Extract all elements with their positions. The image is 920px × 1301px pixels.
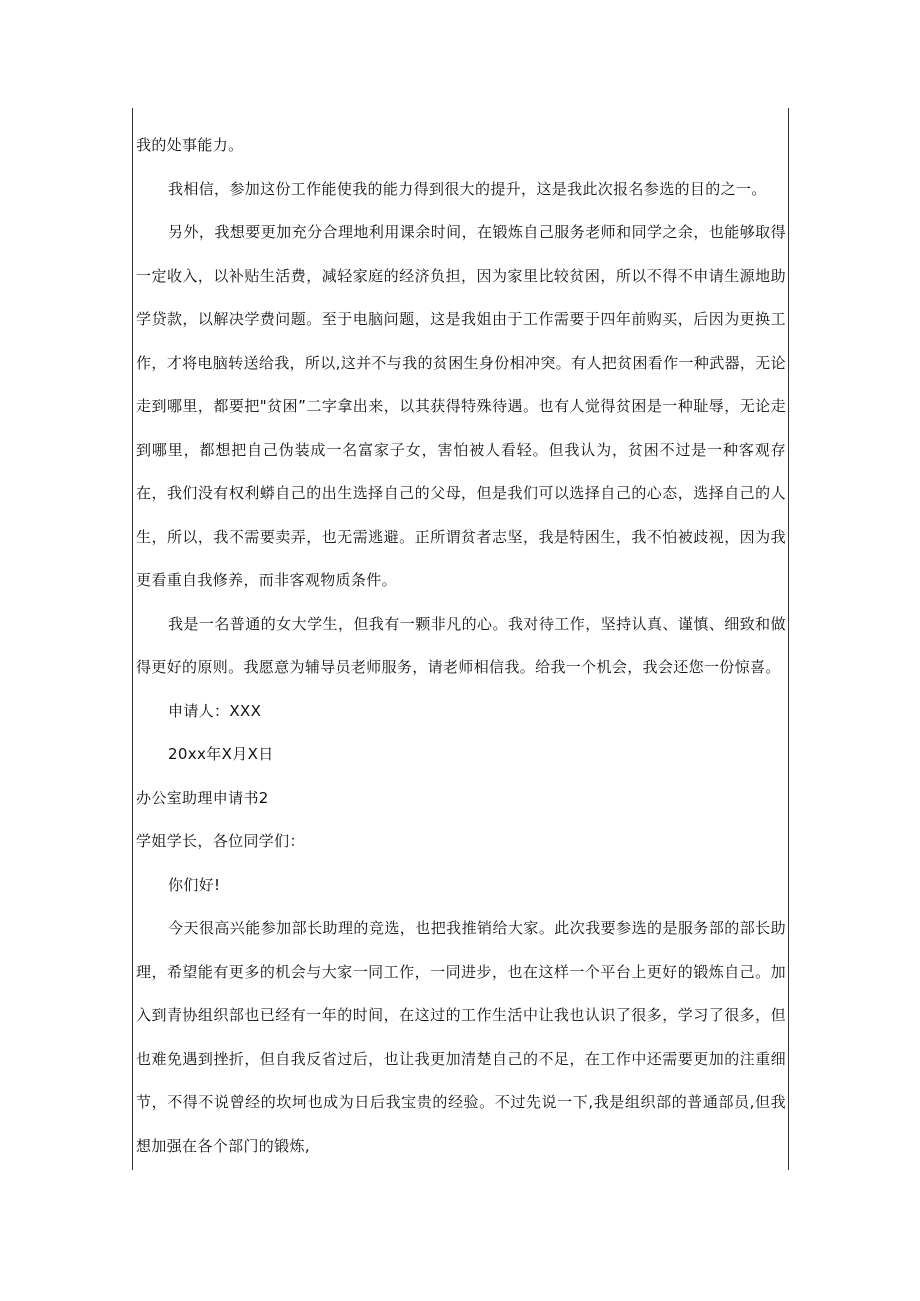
paragraph-belief: 我相信，参加这份工作能使我的能力得到很大的提升，这是我此次报名参选的目的之一。 xyxy=(168,179,767,198)
salutation: 学姐学长，各位同学们： xyxy=(136,832,305,850)
paragraph-commitment: 我是一名普通的女大学生，但我有一颗非凡的心。我对待工作，坚持认真、谨慎、细致和做得更好的原则。我愿意为辅导员老师服务，请老师相信我。给我一个机会，我会还您一份惊喜。 xyxy=(136,614,786,676)
paragraph-campaign: 今天很高兴能参加部长助理的竞选，也把我推销给大家。此次我要参选的是服务部的部长助理，希望能有更多的机会与大家一同工作，一同进步，也在这样一个平台上更好的锻炼自己。加入到青协组织部也已经有一年的时间，在这过的工作生活中让我也认识了很多，学习了很多，但也难免遇到挫折，但自我反省过后，也让我更加清楚自己的不足，在工作中还需要更加的注重细节，不得不说曾经的坎坷也成为日后我宝贵的经验。不过先说一下,我是组织部的普通部员,但我想加强在各个部门的锻炼, xyxy=(136,919,786,1155)
greeting: 你们好! xyxy=(168,875,221,894)
section-title: 办公室助理申请书2 xyxy=(136,788,269,807)
applicant-line: 申请人：XXX xyxy=(168,701,262,720)
paragraph-closing-line: 我的处事能力。 xyxy=(136,136,244,154)
left-margin-line xyxy=(132,108,133,1170)
paragraph-reasons: 另外，我想要更加充分合理地利用课余时间，在锻炼自己服务老师和同学之余，也能够取得一定收入，以补贴生活费，减轻家庭的经济负担，因为家里比较贫困，所以不得不申请生源地助学贷款，以解决学费问题。至于电脑问题，这是我姐由于工作需要于四年前购买，后因为更换工作，才将电脑转送给我，所以,这并不与我的贫困生身份相冲突。有人把贫困看作一种武器，无论走到哪里，都要把"贫困”二字拿出来，以其获得特殊待遇。也有人觉得贫困是一种耻辱，无论走到哪里，都想把自己伪装成一名富家子女，害怕被人看轻。但我认为，贫困不过是一种客观存在，我们没有权利蟒自己的出生选择自己的父母，但是我们可以选择自己的心态，选择自己的人生，所以，我不需要卖弄，也无需逃避。正所谓贫者志坚，我是特困生，我不怕被歧视，因为我更看重自我修养，而非客观物质条件。 xyxy=(136,223,786,589)
right-margin-line xyxy=(788,108,789,1170)
date-line: 20xx年X月X日 xyxy=(168,745,274,763)
document-body xyxy=(136,124,786,1168)
